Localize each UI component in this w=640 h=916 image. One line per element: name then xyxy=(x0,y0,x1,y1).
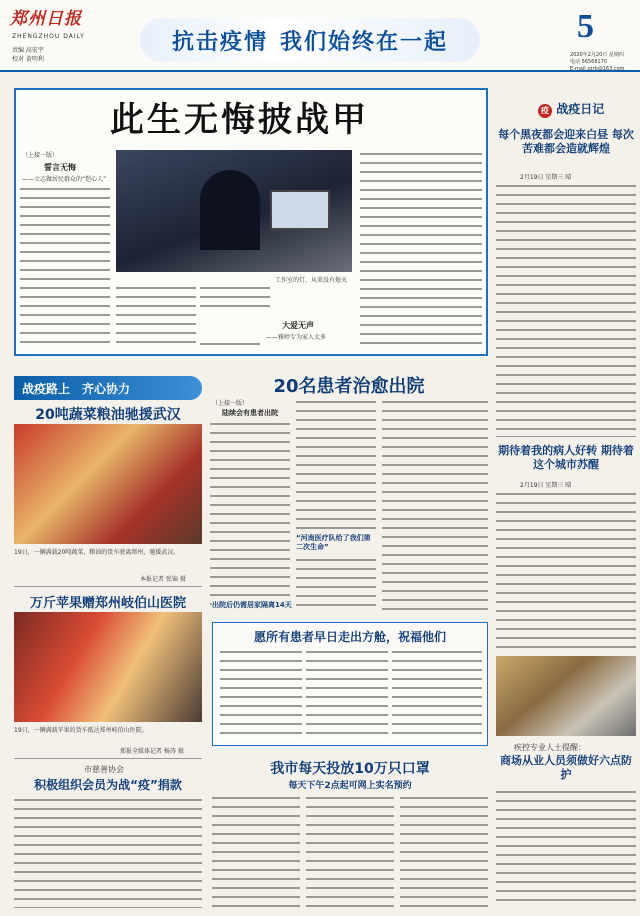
center-story1-title: 20名患者治愈出院 xyxy=(273,376,425,397)
diary1-date: 2月19日 星期三 晴 xyxy=(520,174,572,181)
right-header-text: 战疫日记 xyxy=(556,102,605,116)
tips-title: 商场从业人员须做好六点防护 xyxy=(500,754,632,781)
center-story3-subtitle: 每天下午2点起可网上实名预约 xyxy=(288,781,412,791)
feature-subtitle: 誓言无悔 xyxy=(44,163,76,172)
left-story3-title: 积极组织会员为战“疫”捐款 xyxy=(34,778,182,792)
feature-section2-title: 大爱无声 xyxy=(282,321,314,330)
left-column-header xyxy=(14,376,202,400)
editor-credit: 责编 高宏宇 xyxy=(12,47,44,54)
center-story1-kicker: （上接一版） xyxy=(212,400,249,407)
center-story1-sub2: “河南医疗队给了我们第二次生命” xyxy=(296,534,371,551)
center-story2-col2 xyxy=(306,648,388,740)
left-story3-body xyxy=(14,796,202,908)
page-info xyxy=(570,52,636,73)
left-story2-title: 万斤苹果赠郑州岐伯山医院 xyxy=(29,596,186,611)
center-story1-col2b xyxy=(296,556,376,612)
left-story1-photo xyxy=(14,424,202,544)
center-story2-col1 xyxy=(220,648,302,740)
diary1-title: 每个黑夜都会迎来白昼 每次苦难都会造就辉煌 xyxy=(498,128,634,155)
feature-subtitle-desc: ——立志做居民群众的“铠心人” xyxy=(22,176,107,183)
tips-photo xyxy=(496,656,636,736)
page-email: E-mail zzrb@163.com xyxy=(570,66,625,72)
feature-text-col4 xyxy=(360,150,482,350)
center-story3-col3 xyxy=(400,794,488,908)
left-divider-2 xyxy=(14,758,202,759)
center-story2-title: 愿所有患者早日走出方舱，祝福他们 xyxy=(253,630,446,644)
newspaper-logo-english: ZHENGZHOU DAILY xyxy=(12,33,85,40)
center-story1-sub3: 出院后仍需居家隔离14天 xyxy=(212,600,296,610)
left-story2-credit: 郑报全媒体记者 杨涛 摄 xyxy=(120,748,184,755)
left-story1-title: 20吨蔬菜粮油驰援武汉 xyxy=(35,407,181,423)
center-story3-title: 我市每天投放10万只口罩 xyxy=(270,761,430,777)
left-story3-kicker: 市慈善协会 xyxy=(84,765,124,774)
proofreader-credit: 校对 黄明利 xyxy=(12,56,44,63)
feature-section2-desc: ——雅婷专为家人太多 xyxy=(266,334,327,341)
page-number: 5 xyxy=(577,8,594,45)
center-story3-col2 xyxy=(306,794,394,908)
banner-left-text: 抗击疫情 xyxy=(171,28,268,55)
left-header-text: 战疫路上 xyxy=(22,381,71,396)
feature-text-col3b xyxy=(200,340,260,352)
officer-figure xyxy=(200,170,260,250)
center-story1-sub: 陆续会有患者出院 xyxy=(222,409,278,417)
center-story1-col2 xyxy=(296,398,376,530)
center-story1-col1 xyxy=(210,420,290,612)
staff-credits xyxy=(12,46,44,64)
center-story1-col3 xyxy=(382,398,488,612)
diary-badge-icon: 疫 xyxy=(538,104,552,118)
diary1-body xyxy=(496,182,636,430)
feature-headline: 此生无悔披战甲 xyxy=(110,100,369,140)
center-story2-col3 xyxy=(392,648,482,740)
feature-text-col1 xyxy=(20,185,110,350)
banner-right-text: 我们始终在一起 xyxy=(280,28,449,55)
left-story2-caption: 19日，一辆满载苹果的货车抵达郑州岐伯山医院。 xyxy=(14,727,148,734)
tips-body xyxy=(496,788,636,908)
left-story1-caption: 19日，一辆满载20吨蔬菜、粮油的货车驶离郑州，驰援武汉。 xyxy=(14,549,180,556)
left-story1-credit: 本报记者 张锦 摄 xyxy=(140,576,186,583)
center-story3-col1 xyxy=(212,794,300,908)
left-divider-1 xyxy=(14,586,202,587)
left-header-right: 齐心协力 xyxy=(82,381,131,396)
right-divider-1 xyxy=(496,436,636,437)
feature-photo-caption: 工作室的灯，从来没有熄灭 xyxy=(275,277,348,284)
diary2-date: 2月19日 星期三 晴 xyxy=(520,482,572,489)
tips-kicker: 疾控专业人士提醒： xyxy=(514,743,586,752)
feature-text-col3a xyxy=(200,284,270,312)
page-date: 2020年2月20日 星期四 xyxy=(570,52,624,58)
left-story2-photo xyxy=(14,612,202,722)
diary2-body xyxy=(496,490,636,650)
right-column-header xyxy=(538,100,604,118)
monitor-screen xyxy=(270,190,330,230)
page-banner xyxy=(140,18,480,62)
newspaper-logo: 郑州日报 xyxy=(10,9,82,29)
feature-text-col2 xyxy=(116,284,196,350)
diary2-title: 期待着我的病人好转 期待着这个城市苏醒 xyxy=(498,444,634,471)
feature-dateline: （上接一版） xyxy=(22,152,59,159)
page-phone: 电话 56568170 xyxy=(570,59,608,65)
